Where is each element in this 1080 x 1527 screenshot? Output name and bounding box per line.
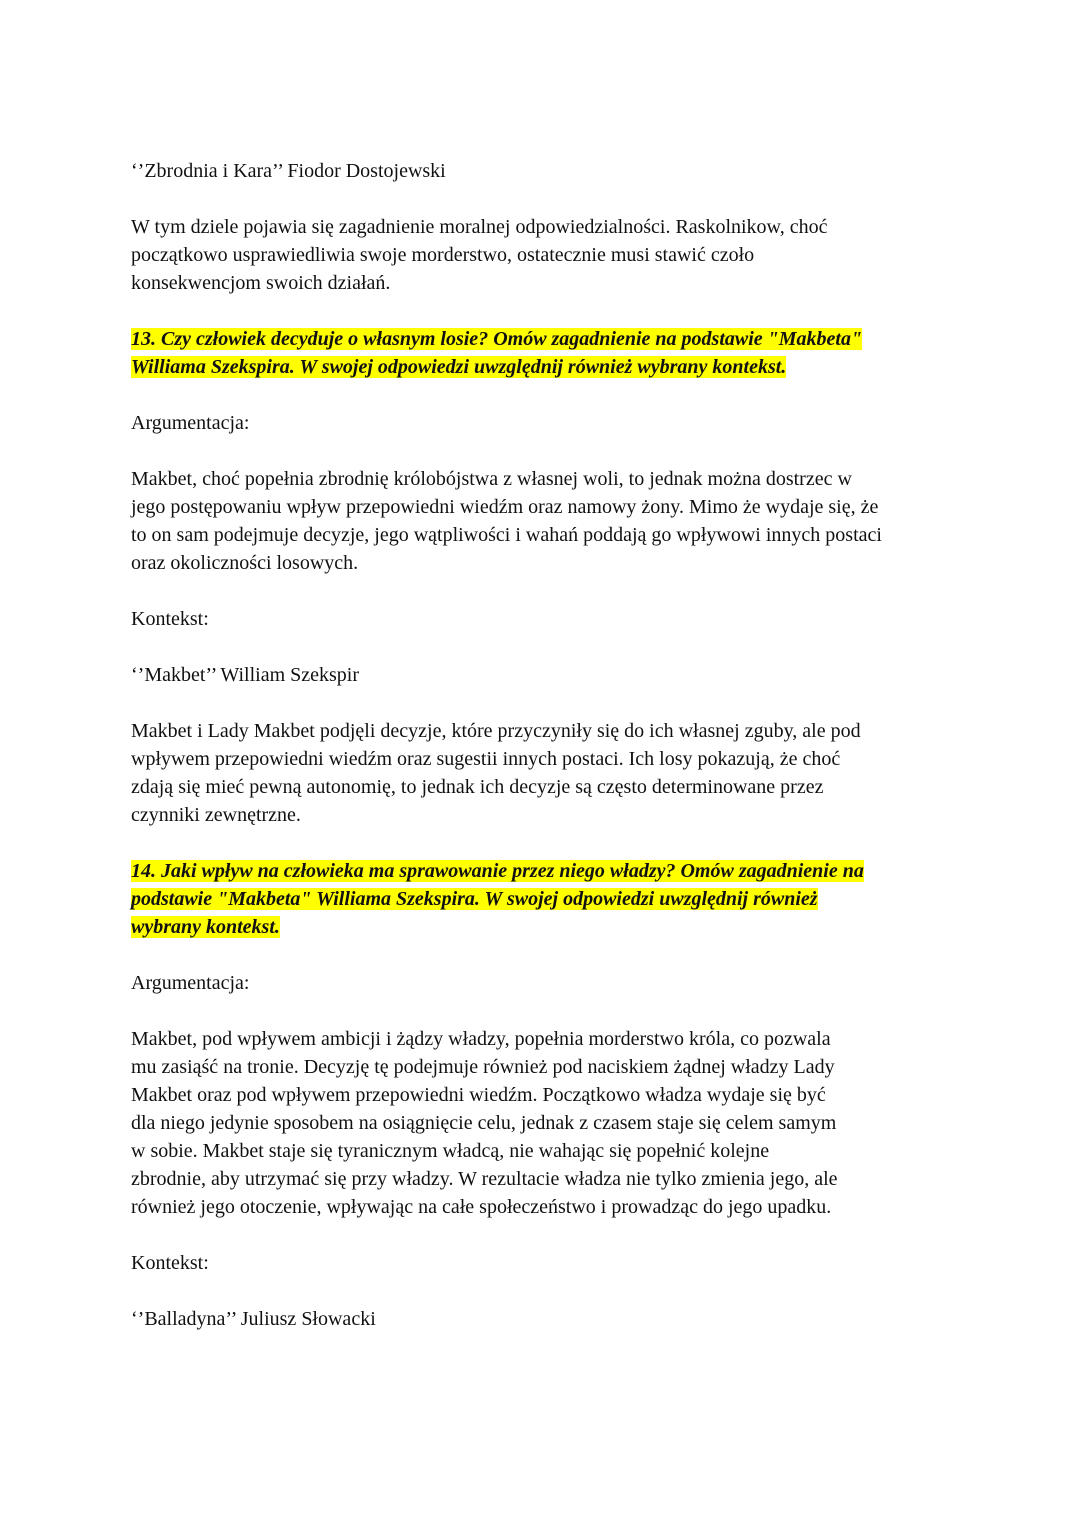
highlighted-text: Williama Szekspira. W swojej odpowiedzi uwzględnij również wybrany kontekst. xyxy=(131,356,787,378)
text-line: dla niego jedynie sposobem na osiągnięcie celu, jednak z czasem staje się celem samym xyxy=(131,1112,837,1134)
text-line: jego postępowaniu wpływ przepowiedni wiedźm oraz namowy żony. Mimo że wydaje się, że xyxy=(131,496,879,518)
text-line: W tym dziele pojawia się zagadnienie moralnej odpowiedzialności. Raskolnikow, choć xyxy=(131,216,828,238)
text-line: również jego otoczenie, wpływając na całe społeczeństwo i prowadząc do jego upadku. xyxy=(131,1196,832,1218)
question-14-heading xyxy=(131,857,961,941)
text-line: początkowo usprawiedliwia swoje morderstwo, ostatecznie musi stawić czoło xyxy=(131,244,755,266)
text-line: to on sam podejmuje decyzje, jego wątpliwości i wahań poddają go wpływowi innych postaci xyxy=(131,524,882,546)
q14-context-title: ‘’Balladyna’’ Juliusz Słowacki xyxy=(131,1308,376,1330)
q13-context-label: Kontekst: xyxy=(131,608,209,630)
q13-argument-paragraph xyxy=(131,465,961,577)
context-title-zbrodnia-i-kara: ‘’Zbrodnia i Kara’’ Fiodor Dostojewski xyxy=(131,160,446,182)
text-line: w sobie. Makbet staje się tyranicznym władcą, nie wahając się popełnić kolejne xyxy=(131,1140,770,1162)
q13-context-title: ‘’Makbet’’ William Szekspir xyxy=(131,664,360,686)
text-line: wpływem przepowiedni wiedźm oraz sugestii innych postaci. Ich losy pokazują, że choć xyxy=(131,748,841,770)
text-line: Makbet oraz pod wpływem przepowiedni wiedźm. Początkowo władza wydaje się być xyxy=(131,1084,826,1106)
text-line: Makbet i Lady Makbet podjęli decyzje, które przyczyniły się do ich własnej zguby, ale pod xyxy=(131,720,861,742)
text-line: konsekwencjom swoich działań. xyxy=(131,272,391,294)
q13-context-paragraph xyxy=(131,717,961,829)
context-paragraph-zbrodnia-i-kara xyxy=(131,213,961,297)
highlighted-text: 14. Jaki wpływ na człowieka ma sprawowanie przez niego władzy? Omów zagadnienie na xyxy=(131,860,864,882)
text-line: Makbet, choć popełnia zbrodnię królobójstwa z własnej woli, to jednak można dostrzec w xyxy=(131,468,852,490)
text-line: mu zasiąść na tronie. Decyzję tę podejmuje również pod naciskiem żądnej władzy Lady xyxy=(131,1056,835,1078)
question-13-heading xyxy=(131,325,961,381)
q14-argument-paragraph xyxy=(131,1025,961,1221)
highlighted-text: 13. Czy człowiek decyduje o własnym losie? Omów zagadnienie na podstawie "Makbeta" xyxy=(131,328,863,350)
q14-context-label: Kontekst: xyxy=(131,1252,209,1274)
q14-argument-label: Argumentacja: xyxy=(131,972,250,994)
highlighted-text: podstawie "Makbeta" Williama Szekspira. W swojej odpowiedzi uwzględnij również xyxy=(131,888,818,910)
q13-argument-label: Argumentacja: xyxy=(131,412,250,434)
text-line: Makbet, pod wpływem ambicji i żądzy władzy, popełnia morderstwo króla, co pozwala xyxy=(131,1028,831,1050)
text-line: czynniki zewnętrzne. xyxy=(131,804,301,826)
text-line: zbrodnie, aby utrzymać się przy władzy. W rezultacie władza nie tylko zmienia jego, ale xyxy=(131,1168,838,1190)
highlighted-text: wybrany kontekst. xyxy=(131,916,280,938)
text-line: oraz okoliczności losowych. xyxy=(131,552,359,574)
document-page xyxy=(131,157,961,1361)
text-line: zdają się mieć pewną autonomię, to jednak ich decyzje są często determinowane przez xyxy=(131,776,824,798)
